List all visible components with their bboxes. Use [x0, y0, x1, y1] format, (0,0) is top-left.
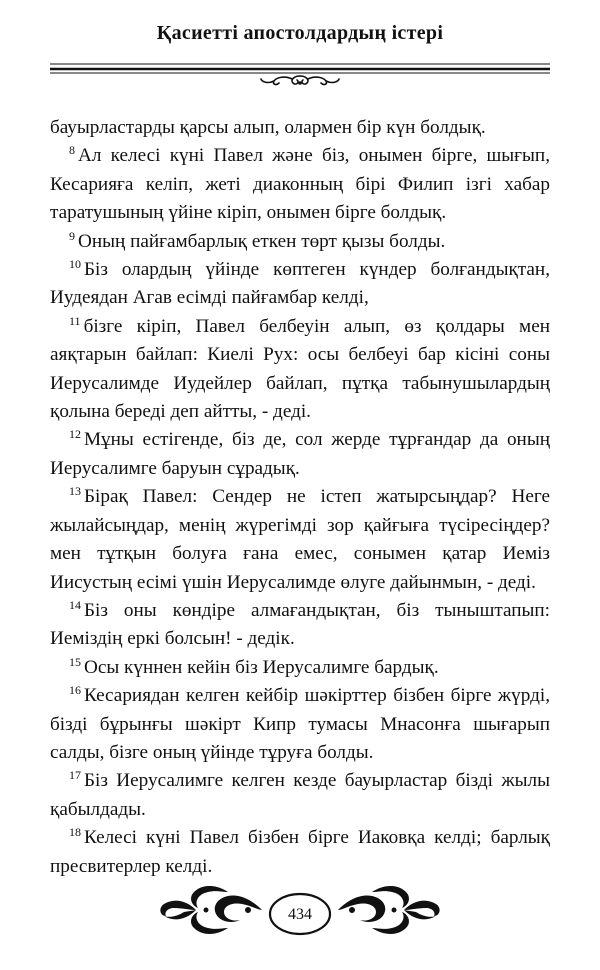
- header-ornament-divider: [50, 62, 550, 92]
- verse-17: [50, 767, 550, 824]
- verse-text: Осы күннен кейін біз Иерусалимге бардық.: [84, 656, 439, 678]
- verse-text: Мұны естігенде, біз де, сол жерде тұрғандар да оның Иерусалимге баруын сұрадық.: [50, 429, 550, 479]
- verse-14: [50, 597, 550, 654]
- verse-number: 14: [69, 597, 81, 612]
- verse-11: [50, 313, 550, 427]
- verse-number: 8: [69, 143, 75, 158]
- scripture-text: [50, 114, 550, 881]
- verse-number: 11: [69, 313, 81, 328]
- verse-number: 10: [69, 257, 81, 272]
- verse-15: [50, 654, 550, 682]
- verse-text: бізге кіріп, Павел белбеуін алып, өз қолдары мен аяқтарын байлап: Киелі Рух: осы белбеуі бар кісіні соны Иерусалимде Иудейлер байлап, пұтқа табынушылардың қолына береді деп айтты, - деді.: [50, 315, 550, 423]
- verse-text: Кесариядан келген кейбір шәкірттер бізбен бірге жүрді, бізді бұрынғы шәкірт Кипр тумасы Мнасонға шығарып салды, бізге оның үйінде тұруға болды.: [50, 685, 550, 763]
- verse-number: 15: [69, 654, 81, 669]
- verse-text: Ал келесі күні Павел және біз, онымен бірге, шығып, Кесарияға келіп, жеті диаконның бірі Филип ізгі хабар таратушының үйіне кіріп, онымен бірге болдық.: [50, 145, 550, 224]
- verse-text: Біз оны көндіре алмағандықтан, біз тыныштапып: Иеміздің еркі болсын! - дедік.: [50, 599, 550, 650]
- verse-7-continuation: [50, 114, 550, 142]
- verse-text: бауырластарды қарсы алып, олармен бір күн болдық.: [50, 117, 486, 138]
- verse-text: Келесі күні Павел бізбен бірге Иаковқа келді; барлық пресвитерлер келді.: [50, 827, 550, 877]
- verse-number: 12: [69, 427, 81, 442]
- verse-9: [50, 228, 550, 256]
- verse-8: [50, 142, 550, 227]
- page-header-title: Қасиетті апостолдардың істері: [156, 22, 444, 44]
- verse-text: Біз Иерусалимге келген кезде бауырластар бізді жылы қабылдады.: [50, 770, 550, 820]
- verse-text: Оның пайғамбарлық еткен төрт қызы болды.: [78, 230, 446, 252]
- verse-16: [50, 682, 550, 767]
- verse-12: [50, 426, 550, 483]
- verse-10: [50, 256, 550, 313]
- verse-text: Біз олардың үйінде көптеген күндер болғандықтан, Иудеядан Агав есімді пайғамбар келді,: [50, 259, 550, 309]
- verse-number: 9: [69, 228, 75, 243]
- verse-number: 13: [69, 484, 81, 499]
- verse-text: Бірақ Павел: Сендер не істеп жатырсыңдар? Неге жылайсыңдар, менің жүрегімді зор қайғыға түсіресіңдер? мен тұтқын болуға ғана емес, сонымен қатар Иеміз Иисустың есімі үшін Иерусалимде өлуге дайынмын, - деді.: [50, 486, 550, 593]
- verse-number: 18: [69, 825, 81, 840]
- verse-number: 17: [69, 768, 81, 783]
- verse-13: [50, 483, 550, 597]
- page-number: 434: [288, 906, 312, 923]
- verse-number: 16: [69, 683, 81, 698]
